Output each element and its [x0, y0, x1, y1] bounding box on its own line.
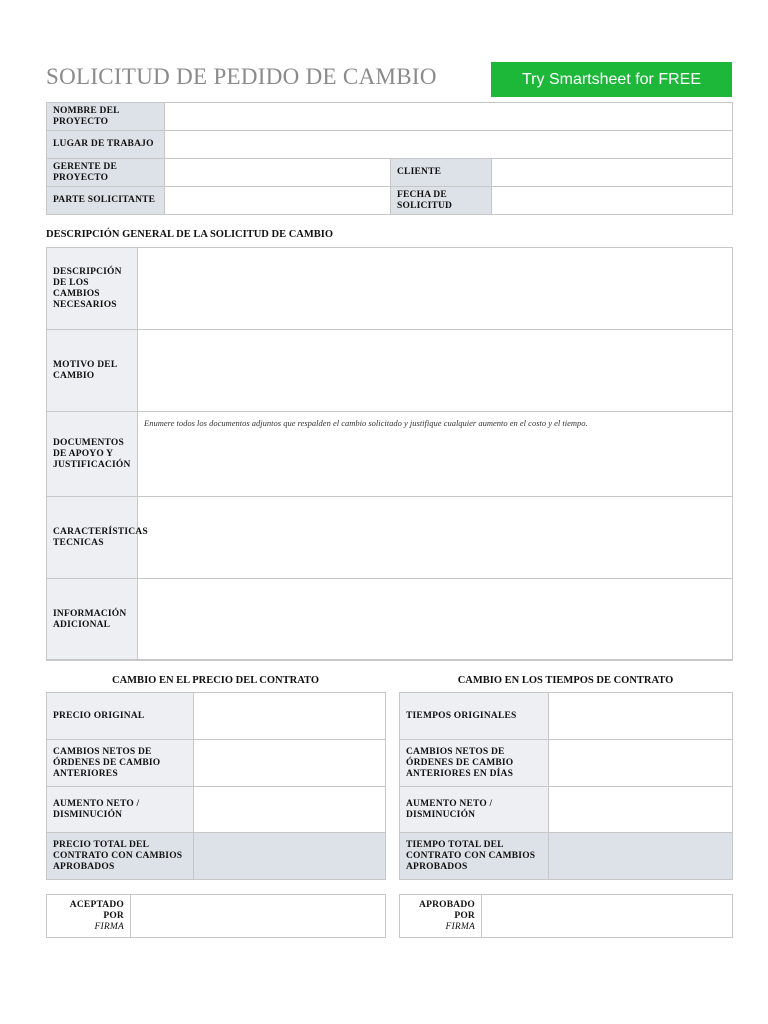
overview-field-documents[interactable] — [138, 412, 733, 497]
documents-hint: Enumere todos los documentos adjuntos que respalden el cambio solicitado y justifique cualquier aumento en el costo y el tiempo. — [144, 418, 588, 428]
time-label-total: TIEMPO TOTAL DEL CONTRATO CON CAMBIOS APROBADOS — [400, 833, 549, 880]
price-label-net: AUMENTO NETO / DISMINUCIÓN — [47, 787, 194, 833]
section-divider — [46, 659, 732, 661]
overview-label-documents: DOCUMENTOS DE APOYO Y JUSTIFICACIÓN — [47, 412, 138, 497]
price-field-previous[interactable] — [194, 740, 386, 787]
project-info-table — [46, 102, 733, 215]
price-change-table — [46, 692, 386, 880]
price-field-original[interactable] — [194, 693, 386, 740]
overview-table — [46, 247, 733, 661]
approved-signature-field[interactable] — [482, 895, 733, 938]
project-manager-label: GERENTE DE PROYECTO — [47, 159, 165, 187]
client-field[interactable] — [492, 159, 733, 187]
overview-title: DESCRIPCIÓN GENERAL DE LA SOLICITUD DE CAMBIO — [46, 229, 334, 240]
overview-label-description: DESCRIPCIÓN DE LOS CAMBIOS NECESARIOS — [47, 248, 138, 330]
accepted-signature-table — [46, 894, 386, 938]
overview-field-reason[interactable] — [138, 330, 733, 412]
project-manager-field[interactable] — [165, 159, 391, 187]
time-field-total[interactable] — [549, 833, 733, 880]
time-field-previous[interactable] — [549, 740, 733, 787]
overview-label-additional: INFORMACIÓN ADICIONAL — [47, 579, 138, 661]
accepted-by-label: ACEPTADO POR — [69, 899, 124, 921]
requesting-party-field[interactable] — [165, 187, 391, 215]
requesting-party-label: PARTE SOLICITANTE — [47, 187, 165, 215]
accepted-by-cell — [47, 895, 131, 938]
work-place-field[interactable] — [165, 131, 733, 159]
try-smartsheet-button[interactable]: Try Smartsheet for FREE — [491, 62, 732, 97]
price-label-total: PRECIO TOTAL DEL CONTRATO CON CAMBIOS APROBADOS — [47, 833, 194, 880]
time-field-original[interactable] — [549, 693, 733, 740]
time-label-previous: CAMBIOS NETOS DE ÓRDENES DE CAMBIO ANTERIORES EN DÍAS — [400, 740, 549, 787]
client-label: CLIENTE — [391, 159, 492, 187]
time-change-title: CAMBIO EN LOS TIEMPOS DE CONTRATO — [457, 675, 674, 686]
approved-signature-label: FIRMA — [445, 921, 475, 932]
overview-field-description[interactable] — [138, 248, 733, 330]
price-field-total[interactable] — [194, 833, 386, 880]
time-change-table — [399, 692, 733, 880]
price-label-previous: CAMBIOS NETOS DE ÓRDENES DE CAMBIO ANTERIORES — [47, 740, 194, 787]
time-field-net[interactable] — [549, 787, 733, 833]
price-label-original: PRECIO ORIGINAL — [47, 693, 194, 740]
request-date-label: FECHA DE SOLICITUD — [391, 187, 492, 215]
overview-field-technical[interactable] — [138, 497, 733, 579]
approved-signature-table — [399, 894, 733, 938]
approved-by-cell — [400, 895, 482, 938]
time-label-net: AUMENTO NETO / DISMINUCIÓN — [400, 787, 549, 833]
price-field-net[interactable] — [194, 787, 386, 833]
overview-field-additional[interactable] — [138, 579, 733, 661]
page-title: SOLICITUD DE PEDIDO DE CAMBIO — [46, 64, 437, 89]
time-label-original: TIEMPOS ORIGINALES — [400, 693, 549, 740]
price-change-title: CAMBIO EN EL PRECIO DEL CONTRATO — [111, 675, 320, 686]
overview-label-technical: CARACTERÍSTICAS TECNICAS — [47, 497, 138, 579]
approved-by-label: APROBADO POR — [419, 899, 475, 921]
project-name-field[interactable] — [165, 103, 733, 131]
accepted-signature-field[interactable] — [131, 895, 386, 938]
overview-label-reason: MOTIVO DEL CAMBIO — [47, 330, 138, 412]
request-date-field[interactable] — [492, 187, 733, 215]
project-name-label: NOMBRE DEL PROYECTO — [47, 103, 165, 131]
accepted-signature-label: FIRMA — [94, 921, 124, 932]
work-place-label: LUGAR DE TRABAJO — [47, 131, 165, 159]
